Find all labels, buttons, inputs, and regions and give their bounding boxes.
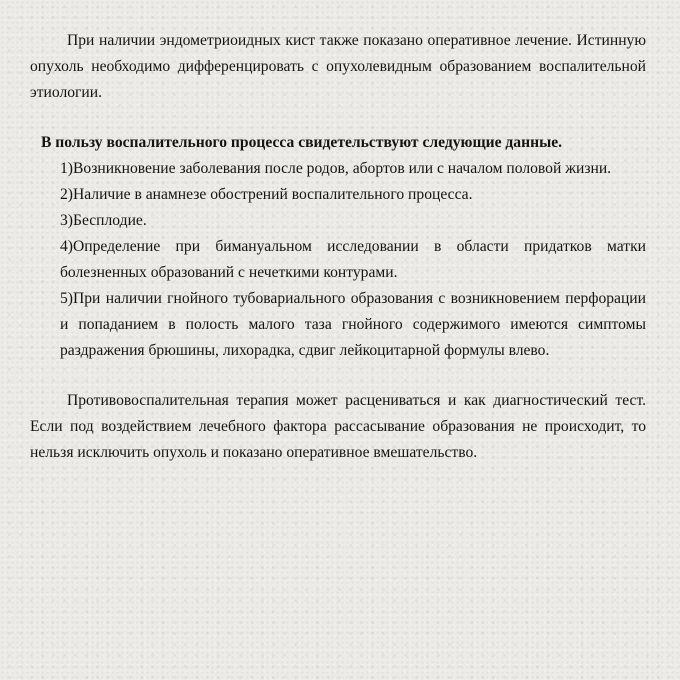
list-item: 3)Бесплодие.	[60, 212, 147, 229]
evidence-heading: В пользу воспалительного процесса свидетельствуют следующие данные.	[41, 134, 563, 151]
list-item: 1)Возникновение заболевания после родов, абортов или с началом половой жизни.	[60, 160, 612, 177]
list-item: 4)Определение при бимануальном исследовании в области придатков матки болезненных образований с нечеткими контурами.	[60, 238, 646, 281]
list-item: 5)При наличии гнойного тубовариального образования с возникновением перфорации и попаданием в полость малого таза гнойного содержимого имеются симптомы раздражения брюшины, лихорадка, сдвиг лейкоцитарной формулы влево.	[60, 290, 646, 359]
list-item: 2)Наличие в анамнезе обострений воспалительного процесса.	[60, 186, 473, 203]
intro-paragraph: При наличии эндометриоидных кист также показано оперативное лечение. Истинную опухоль необходимо дифференцировать с опухолевидным образованием воспалительной этиологии.	[30, 32, 646, 101]
evidence-list	[30, 156, 646, 364]
conclusion-paragraph: Противовоспалительная терапия может расцениваться и как диагностический тест. Если под воздействием лечебного фактора рассасывание образования не происходит, то нельзя исключить опухоль и показано оперативное вмешательство.	[30, 392, 646, 461]
document-page	[30, 28, 646, 466]
